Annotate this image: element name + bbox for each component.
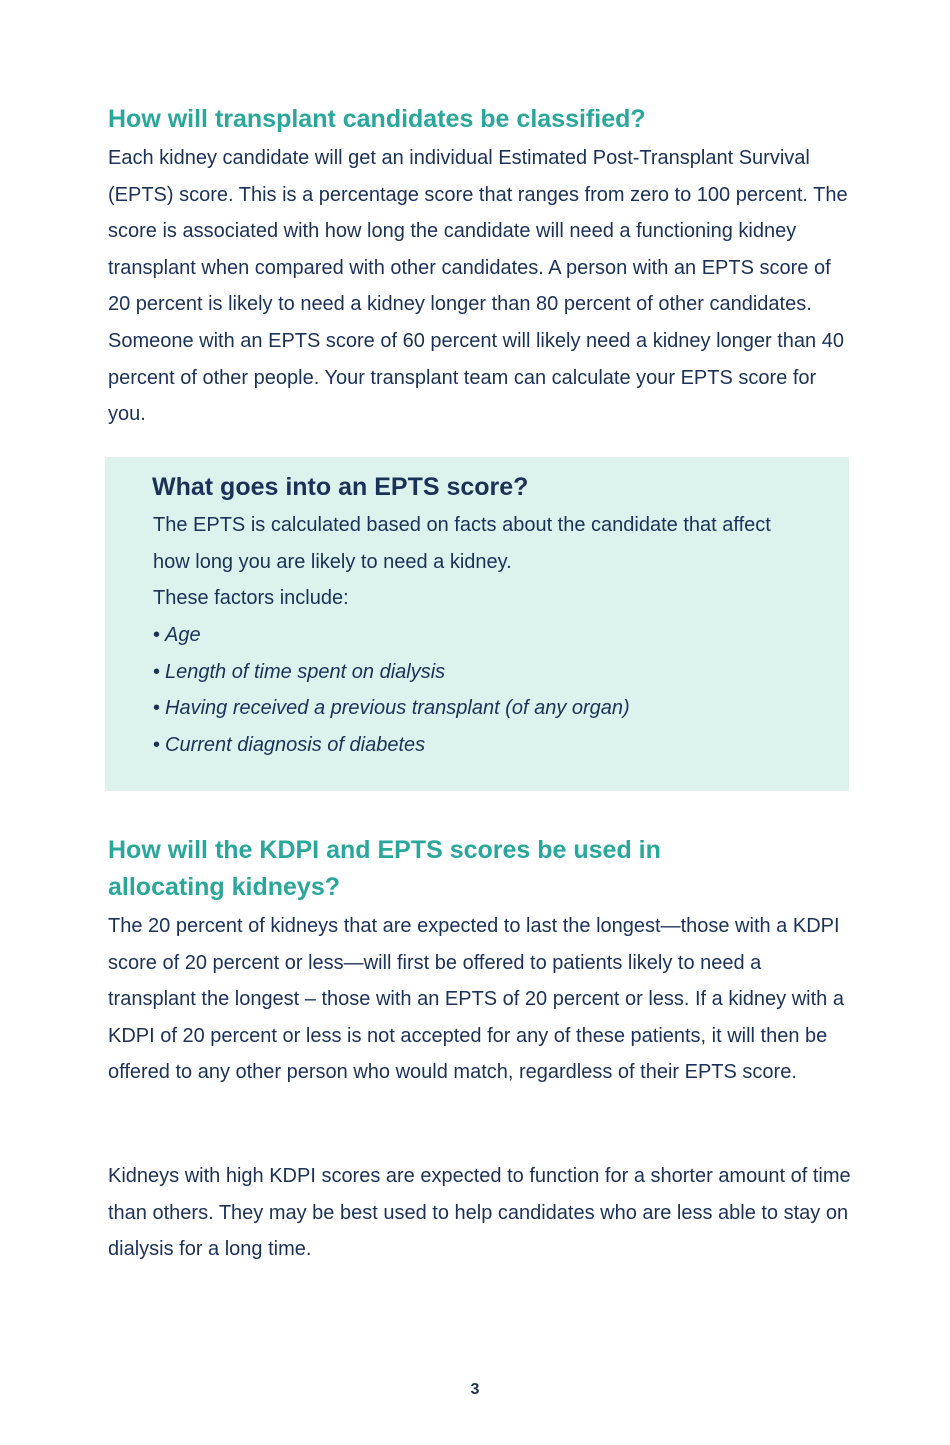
callout-intro-text: The EPTS is calculated based on facts about the candidate that affect how long you are likely to need a kidney. <box>153 514 771 573</box>
callout-title: What goes into an EPTS score? <box>152 473 529 501</box>
list-item <box>153 654 630 691</box>
factor-label: Length of time spent on dialysis <box>165 660 446 683</box>
classification-paragraph: Each kidney candidate will get an individual Estimated Post-Transplant Survival (EPTS) score. This is a percentage score that ranges from zero to 100 percent. The score is associated with how long the candidate will need a functioning kidney transplant when compared with other candidates. A person with an EPTS score of 20 percent is likely to need a kidney longer than 80 percent of other candidates. Someone with an EPTS score of 60 percent will likely need a kidney longer than 40 percent of other people. Your transplant team can calculate your EPTS score for you. <box>108 147 848 426</box>
list-item <box>153 727 630 764</box>
section-heading-allocation <box>108 832 661 906</box>
callout-intro <box>153 507 813 617</box>
bullet-icon: • <box>153 624 161 646</box>
factor-label: Age <box>165 624 201 646</box>
heading-line: allocating kidneys? <box>108 873 341 901</box>
bullet-icon: • <box>153 733 161 756</box>
factor-label: Having received a previous transplant (of any organ) <box>165 697 630 720</box>
section-heading-classification: How will transplant candidates be classified? <box>108 105 646 133</box>
list-item <box>153 617 630 654</box>
bullet-icon: • <box>153 660 161 683</box>
list-item <box>153 690 630 727</box>
page-number: 3 <box>470 1381 480 1398</box>
bullet-icon: • <box>153 697 161 720</box>
allocation-paragraph: The 20 percent of kidneys that are expected to last the longest—those with a KDPI score of 20 percent or less—will first be offered to patients likely to need a transplant the longest – those with an EPTS of 20 percent or less. If a kidney with a KDPI of 20 percent or less is not accepted for any of these patients, it will then be offered to any other person who would match, regardless of their EPTS score. <box>108 915 844 1084</box>
epts-factor-list <box>153 617 630 763</box>
factor-label: Current diagnosis of diabetes <box>165 733 426 756</box>
epts-callout-box <box>105 457 849 791</box>
callout-factors-intro: These factors include: <box>153 587 349 610</box>
heading-line: How will the KDPI and EPTS scores be used in <box>108 836 661 864</box>
high-kdpi-paragraph: Kidneys with high KDPI scores are expected to function for a shorter amount of time than others. They may be best used to help candidates who are less able to stay on dialysis for a long time. <box>108 1165 851 1261</box>
